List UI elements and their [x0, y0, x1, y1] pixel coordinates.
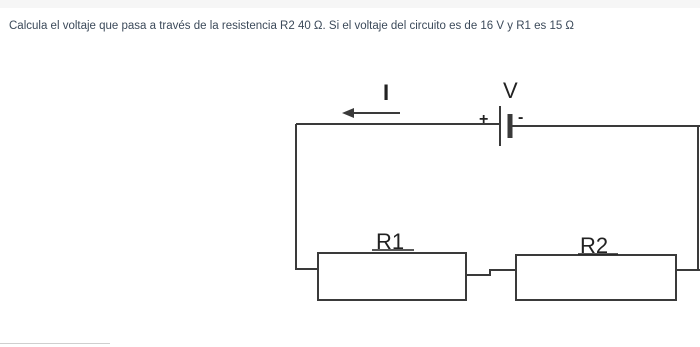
middle-wire [466, 270, 516, 275]
current-label: I [383, 80, 390, 105]
question-text: Calcula el voltaje que pasa a través de la resistencia R2 40 Ω. Si el voltaje del circuito es de 16 V y R1 es 15 Ω [9, 20, 575, 32]
minus-sign: - [518, 109, 524, 126]
r1-label: R1 [376, 229, 405, 254]
resistor-r2 [516, 255, 676, 300]
current-arrow-head [342, 108, 354, 118]
bottom-divider [0, 343, 110, 344]
plus-sign: + [479, 111, 489, 128]
resistor-r1 [318, 253, 466, 300]
left-wire [296, 124, 318, 269]
r2-label: R2 [580, 233, 609, 258]
voltage-label: V [503, 78, 518, 103]
